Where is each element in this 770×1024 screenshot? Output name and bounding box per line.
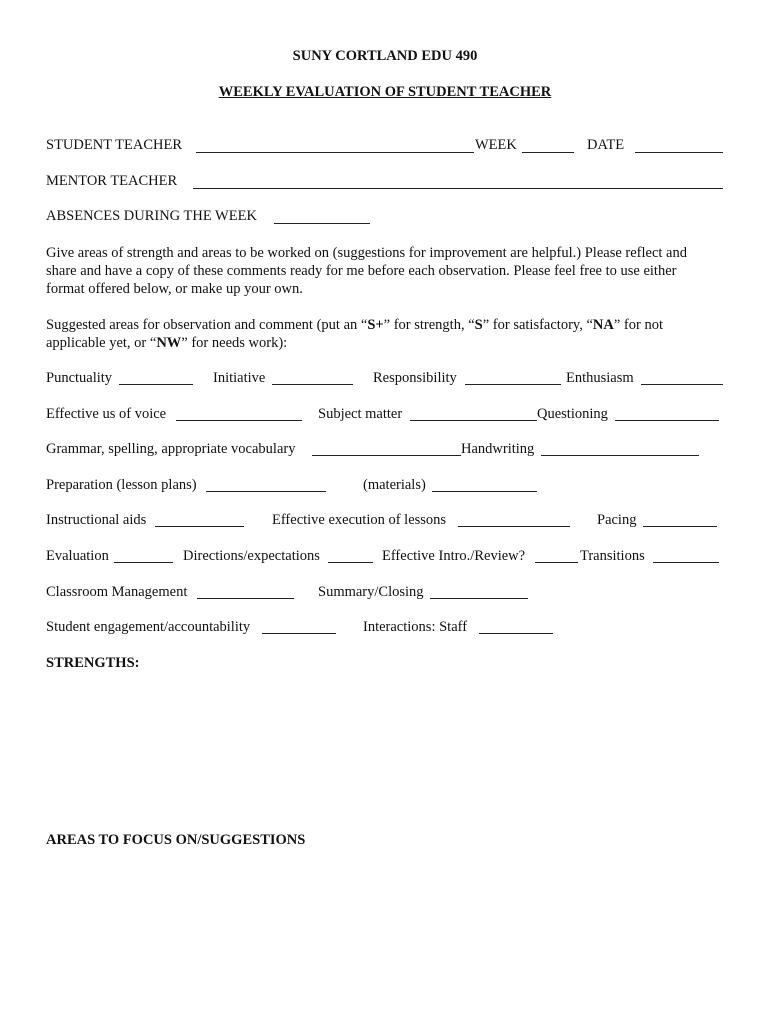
focus-heading: AREAS TO FOCUS ON/SUGGESTIONS	[46, 832, 306, 848]
execution-field[interactable]	[458, 526, 570, 527]
strengths-area[interactable]	[46, 678, 726, 818]
voice-label: Effective us of voice	[46, 406, 167, 422]
punctuality-field[interactable]	[119, 384, 193, 385]
subject-matter-label: Subject matter	[318, 406, 403, 422]
voice-field[interactable]	[176, 420, 302, 421]
rating-splus: S+	[367, 317, 384, 333]
responsibility-label: Responsibility	[373, 370, 457, 386]
mentor-teacher-label: MENTOR TEACHER	[46, 173, 178, 189]
preparation-label: Preparation (lesson plans)	[46, 477, 197, 493]
summary-label: Summary/Closing	[318, 584, 424, 600]
instructional-aids-field[interactable]	[155, 526, 244, 527]
rating-key-line: Suggested areas for observation and comment (put an “S+” for strength, “S” for satisfactory, “NA” for not	[46, 317, 663, 333]
summary-field[interactable]	[430, 598, 528, 599]
absences-field[interactable]	[274, 223, 370, 224]
execution-label: Effective execution of lessons	[272, 512, 447, 528]
classroom-management-label: Classroom Management	[46, 584, 188, 600]
questioning-label: Questioning	[537, 406, 608, 422]
directions-field[interactable]	[328, 562, 373, 563]
interactions-field[interactable]	[479, 633, 553, 634]
instructions-line: format offered below, or make up your own.	[46, 281, 303, 297]
materials-field[interactable]	[432, 491, 537, 492]
subject-matter-field[interactable]	[410, 420, 537, 421]
strengths-heading: STRENGTHS:	[46, 655, 140, 671]
classroom-management-field[interactable]	[197, 598, 294, 599]
evaluation-label: Evaluation	[46, 548, 109, 564]
punctuality-label: Punctuality	[46, 370, 113, 386]
initiative-label: Initiative	[213, 370, 266, 386]
rating-key-line: applicable yet, or “NW” for needs work):	[46, 335, 288, 351]
week-label: WEEK	[475, 137, 517, 153]
form-title: WEEKLY EVALUATION OF STUDENT TEACHER	[218, 84, 552, 100]
absences-label: ABSENCES DURING THE WEEK	[46, 208, 257, 224]
responsibility-field[interactable]	[465, 384, 561, 385]
grammar-field[interactable]	[312, 455, 461, 456]
handwriting-label: Handwriting	[461, 441, 535, 457]
engagement-label: Student engagement/accountability	[46, 619, 251, 635]
rating-nw: NW	[156, 335, 182, 351]
pacing-label: Pacing	[597, 512, 637, 528]
instructional-aids-label: Instructional aids	[46, 512, 147, 528]
interactions-label: Interactions: Staff	[363, 619, 468, 635]
rating-key-paragraph	[46, 316, 726, 352]
preparation-field[interactable]	[206, 491, 326, 492]
directions-label: Directions/expectations	[183, 548, 320, 564]
course-title: SUNY CORTLAND EDU 490	[292, 48, 478, 64]
initiative-field[interactable]	[272, 384, 353, 385]
student-teacher-label: STUDENT TEACHER	[46, 137, 183, 153]
instructions-line: Give areas of strength and areas to be worked on (suggestions for improvement are helpful.) Please reflect and	[46, 245, 687, 261]
intro-review-field[interactable]	[535, 562, 578, 563]
evaluation-field[interactable]	[114, 562, 173, 563]
transitions-field[interactable]	[653, 562, 719, 563]
rating-s: S	[474, 317, 483, 333]
intro-review-label: Effective Intro./Review?	[382, 548, 526, 564]
enthusiasm-field[interactable]	[641, 384, 723, 385]
student-teacher-field[interactable]	[196, 152, 474, 153]
instructions-paragraph	[46, 244, 726, 298]
materials-label: (materials)	[363, 477, 426, 493]
week-field[interactable]	[522, 152, 574, 153]
pacing-field[interactable]	[643, 526, 717, 527]
instructions-line: share and have a copy of these comments ready for me before each observation. Please feel free to use either	[46, 263, 677, 279]
date-field[interactable]	[635, 152, 723, 153]
mentor-teacher-field[interactable]	[193, 188, 723, 189]
enthusiasm-label: Enthusiasm	[566, 370, 634, 386]
focus-area[interactable]	[46, 856, 726, 1006]
transitions-label: Transitions	[580, 548, 645, 564]
handwriting-field[interactable]	[541, 455, 699, 456]
grammar-label: Grammar, spelling, appropriate vocabulary	[46, 441, 296, 457]
engagement-field[interactable]	[262, 633, 336, 634]
questioning-field[interactable]	[615, 420, 719, 421]
date-label: DATE	[587, 137, 625, 153]
rating-na: NA	[592, 317, 614, 333]
